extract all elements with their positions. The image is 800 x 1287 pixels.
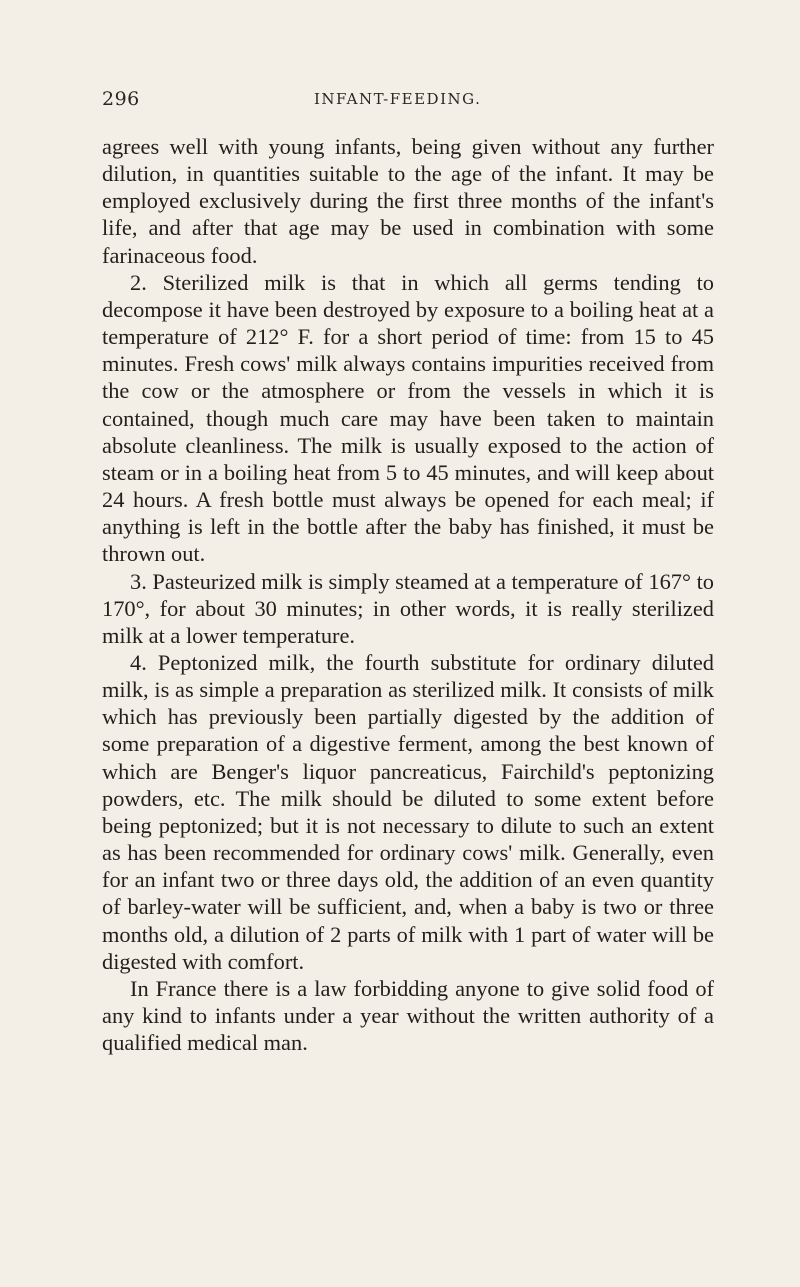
paragraph-france-law: In France there is a law forbidding anyone to give solid food of any kind to infants under a year without the written authority of a qualified medical man. xyxy=(102,975,714,1056)
running-head xyxy=(102,88,712,112)
page-number: 296 xyxy=(102,88,140,110)
body-text xyxy=(102,133,714,1056)
running-title: INFANT-FEEDING. xyxy=(314,90,482,108)
paragraph-sterilized-milk: 2. Sterilized milk is that in which all germs tending to decompose it have been destroyed by exposure to a boiling heat at a temperature of 212° F. for a short period of time: from 15 to 45 minutes. Fresh cows' milk always contains impurities received from the cow or the atmosphere or from the vessels in which it is contained, though much care may have been taken to maintain absolute cleanliness. The milk is usually exposed to the action of steam or in a boiling heat from 5 to 45 minutes, and will keep about 24 hours. A fresh bottle must always be opened for each meal; if anything is left in the bottle after the baby has finished, it must be thrown out. xyxy=(102,269,714,567)
paragraph-continuation: agrees well with young infants, being given without any further dilution, in quantities suitable to the age of the infant. It may be employed exclusively during the first three months of the infant's life, and after that age may be used in combination with some farinaceous food. xyxy=(102,134,714,268)
paragraph-peptonized-milk: 4. Peptonized milk, the fourth substitute for ordinary diluted milk, is as simple a preparation as sterilized milk. It consists of milk which has previously been partially digested by the addition of some preparation of a digestive ferment, among the best known of which are Benger's liquor pancreaticus, Fairchild's peptonizing powders, etc. The milk should be diluted to some extent before being peptonized; but it is not necessary to dilute to such an extent as has been recommended for ordinary cows' milk. Generally, even for an infant two or three days old, the addition of an even quantity of barley-water will be sufficient, and, when a baby is two or three months old, a dilution of 2 parts of milk with 1 part of water will be digested with comfort. xyxy=(102,649,714,974)
paragraph-pasteurized-milk: 3. Pasteurized milk is simply steamed at a temperature of 167° to 170°, for about 30 minutes; in other words, it is really sterilized milk at a lower temperature. xyxy=(102,568,714,648)
